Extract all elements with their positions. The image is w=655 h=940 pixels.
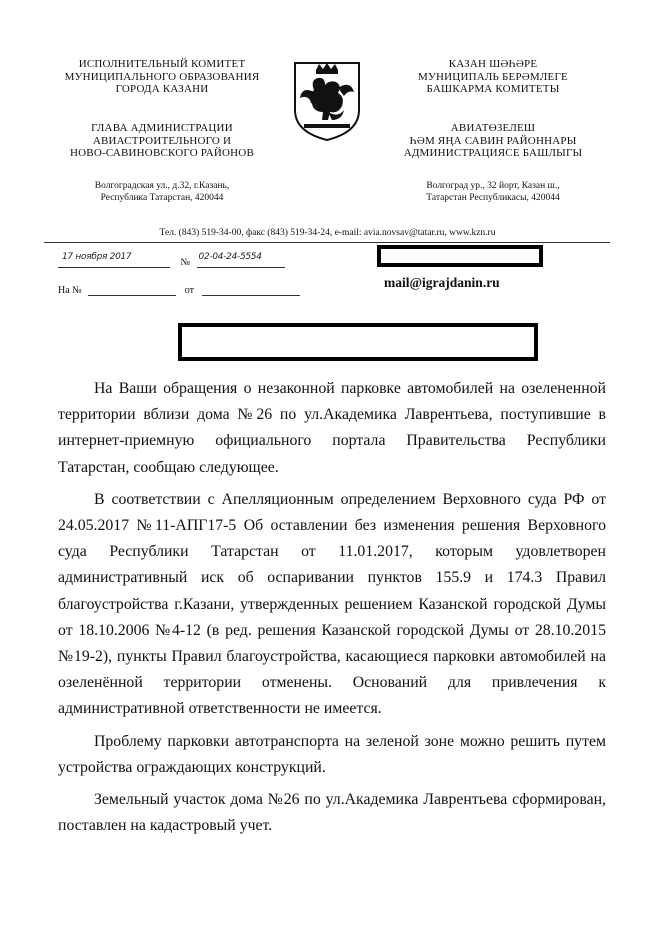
coat-of-arms-icon (292, 60, 362, 142)
header-left-office-line: ГЛАВА АДМИНИСТРАЦИИ (91, 122, 233, 134)
reference-date-field (202, 284, 300, 296)
header-left-org-line: ГОРОДА КАЗАНИ (115, 83, 209, 95)
header-left-address-line: Волгоградская ул., д.32, г.Казань, (94, 181, 230, 191)
header-left-address (44, 180, 280, 204)
reference-number-label: На № (58, 285, 82, 296)
header-right-org-line: МУНИЦИПАЛЬ БЕРӘМЛЕГЕ (418, 70, 568, 83)
body-paragraph: На Ваши обращения о незаконной парковке автомобилей на озелененной территории вблизи дома №26 по ул.Академика Лаврентьева, поступившие в интернет-приемную официального портала Правительства Республики Татарстан, сообщаю следующее. (58, 380, 606, 476)
kazan-coat-of-arms-emblem (292, 60, 362, 142)
header-right-office-line: АДМИНИСТРАЦИЯСЕ БАШЛЫГЫ (403, 147, 583, 159)
header-divider (44, 242, 610, 243)
reference-number-field (88, 284, 176, 296)
outgoing-number-field (197, 252, 285, 268)
outgoing-number-handwritten: 02-04-24-5554 (198, 252, 262, 262)
header-left-office-line: АВИАСТРОИТЕЛЬНОГО И (92, 134, 232, 147)
recipient-email: mail@igrajdanin.ru (384, 275, 500, 290)
header-right-office-line: АВИАТӨЗЕЛЕШ (450, 122, 536, 134)
header-right-address (375, 180, 611, 204)
redacted-addressee-block (178, 323, 538, 361)
contacts-line: Тел. (843) 519-34-00, факс (843) 519-34-24, e-mail: avia.novsav@tatar.ru, www.kzn.ru (159, 228, 496, 238)
header-right-org (375, 58, 611, 96)
outgoing-date-field (58, 252, 170, 268)
header-right-org-line: КАЗАН ШӘҺӘРЕ (448, 58, 538, 70)
outgoing-date-row (58, 252, 285, 268)
header-left-org-line: ИСПОЛНИТЕЛЬНЫЙ КОМИТЕТ (78, 58, 246, 70)
header-right-org-line: БАШКАРМА КОМИТЕТЫ (426, 83, 560, 95)
redacted-recipient-name (377, 245, 543, 267)
body-paragraph: Проблему парковки автотранспорта на зеленой зоне можно решить путем устройства ограждающих конструкций. (58, 732, 606, 776)
header-left-address-line: Республика Татарстан, 420044 (100, 193, 224, 203)
reference-row (58, 284, 300, 296)
header-left-office-line: НОВО-САВИНОВСКОГО РАЙОНОВ (70, 147, 254, 159)
body-paragraph: Земельный участок дома №26 по ул.Академика Лаврентьева сформирован, поставлен на кадастровый учет. (58, 791, 606, 835)
letter-body (58, 376, 606, 839)
header-left-org (44, 58, 280, 96)
body-paragraph: В соответствии с Апелляционным определением Верховного суда РФ от 24.05.2017 №11-АПГ17-5 Об оставлении без изменения решения Верховного суда Республики Татарстан от 11.01.2017, которым удовлетворен административный иск об оспаривании пунктов 155.9 и 174.3 Правил благоустройства г.Казани, утвержденных решением Казанской городской Думы от 18.10.2006 №4-12 (в ред. решения Казанской городской Думы от 28.10.2015 №19-2), пункты Правил благоустройства, касающиеся парковки автомобилей на озеленённой территории отменены. Оснований для привлечения к административной ответственности не имеется. (58, 490, 606, 718)
header-right-office-line: ҺӘМ ЯҢА САВИН РАЙОННАРЫ (409, 134, 577, 147)
header-right-address-line: Татарстан Республикасы, 420044 (426, 193, 560, 203)
reference-date-label: от (184, 285, 194, 296)
outgoing-date-handwritten: 17 ноября 2017 (62, 252, 132, 262)
header-right-address-line: Волгоград ур., 32 йорт, Казан ш., (426, 181, 560, 191)
header-left-org-line: МУНИЦИПАЛЬНОГО ОБРАЗОВАНИЯ (64, 70, 260, 83)
header-left-office (44, 122, 280, 160)
header-right-office (375, 122, 611, 160)
outgoing-number-label: № (180, 257, 191, 268)
